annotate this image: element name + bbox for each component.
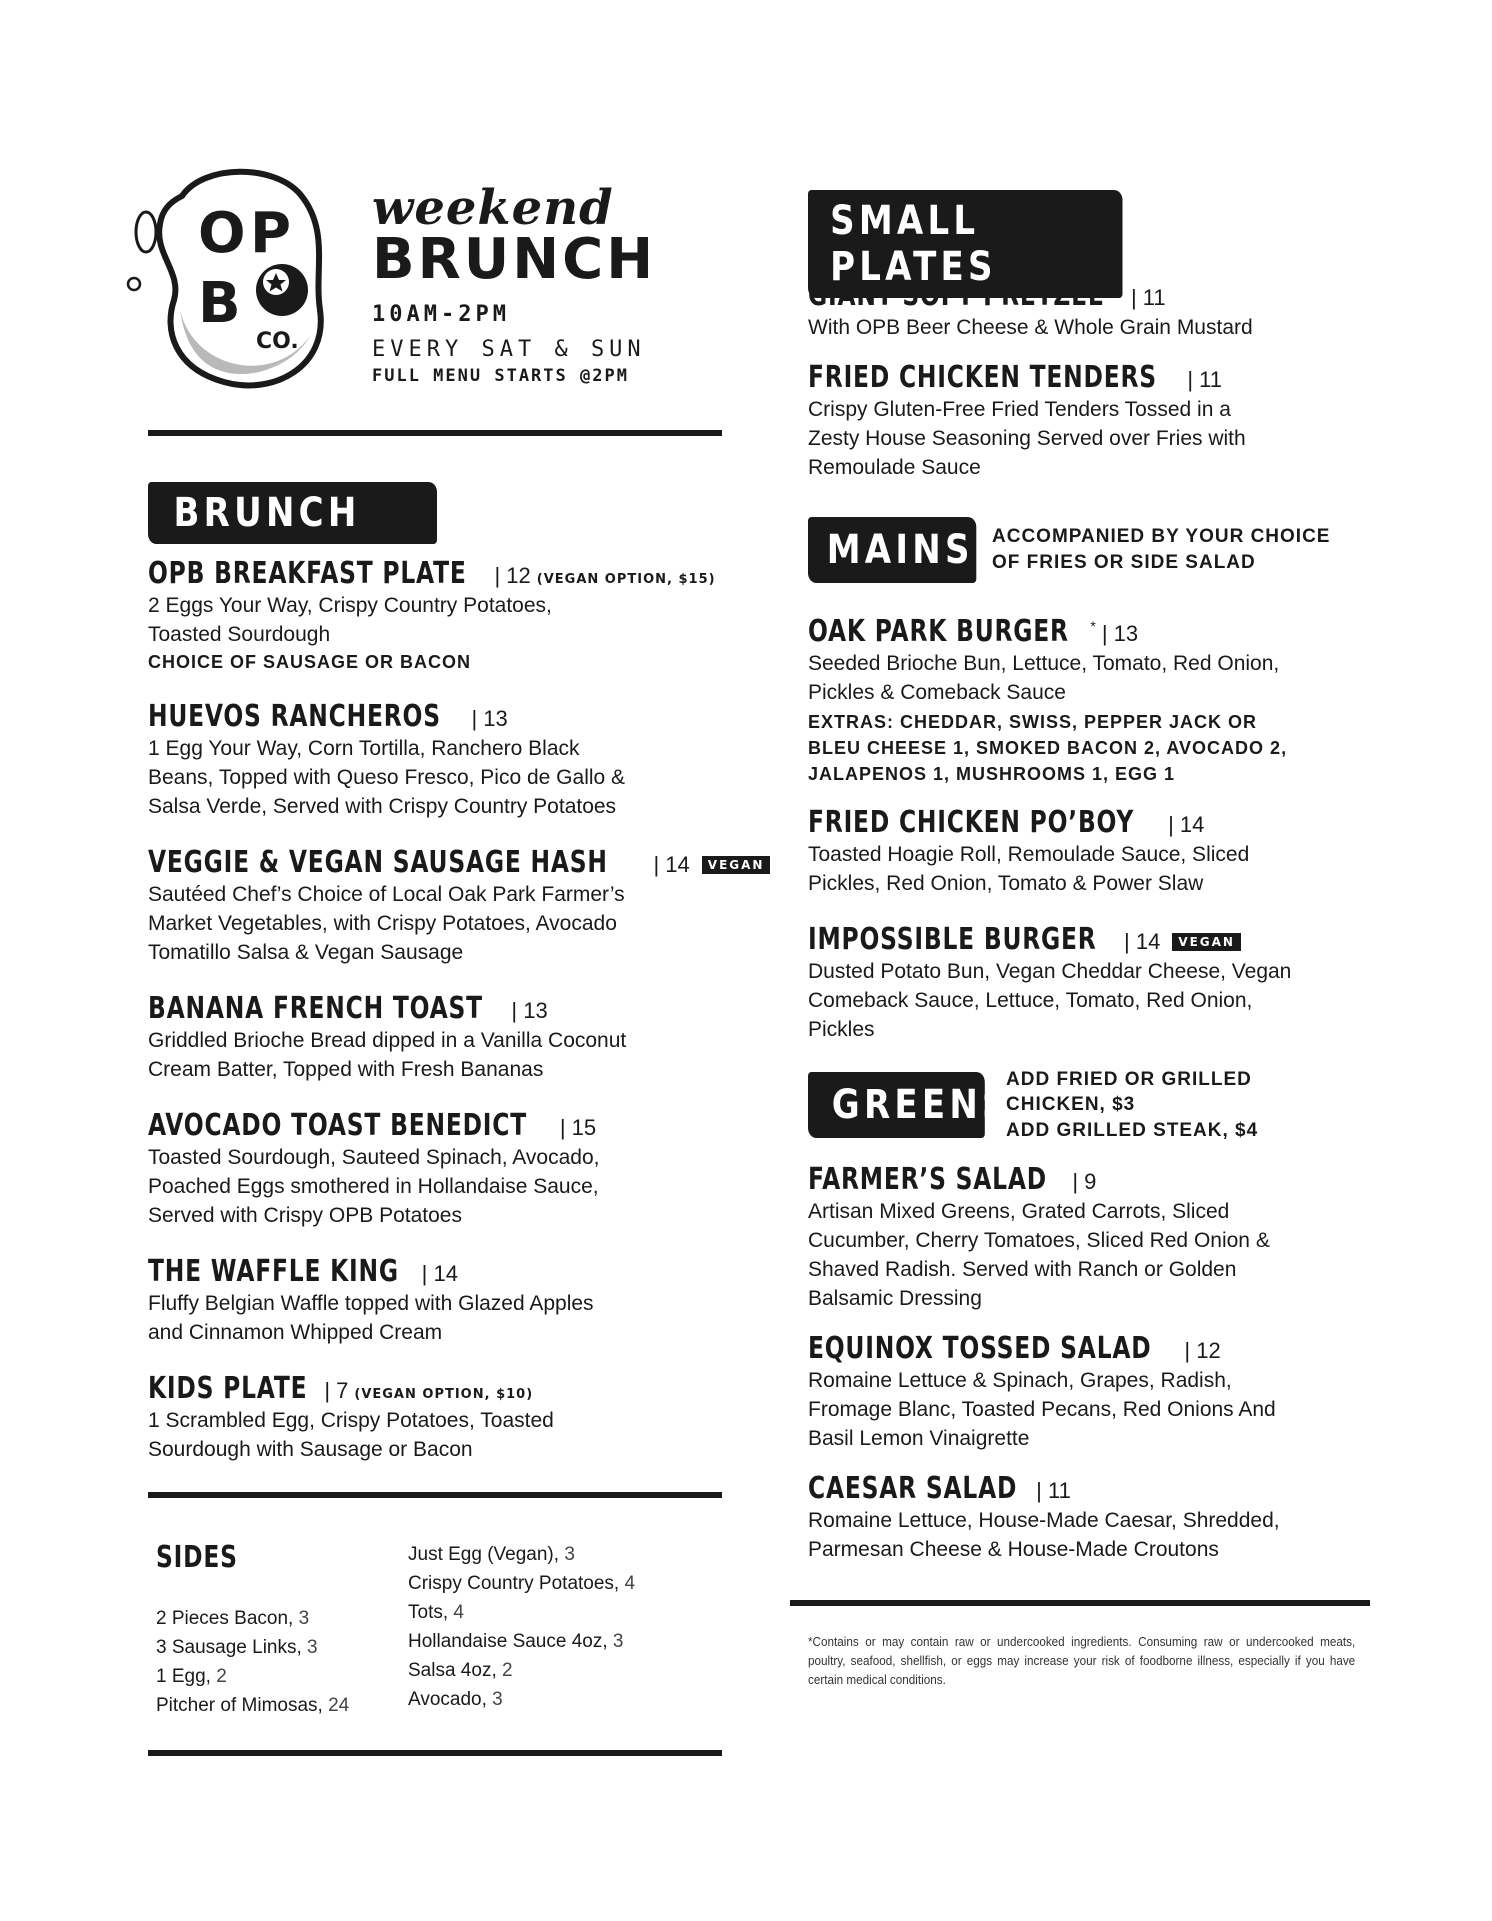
small-plates-section-title: SMALL PLATES	[808, 190, 1123, 298]
item-star: *	[1090, 618, 1096, 634]
item-name: KIDS PLATE	[148, 1371, 308, 1406]
greens-header	[808, 1068, 1368, 1142]
item-desc-line: Fluffy Belgian Waffle topped with Glazed Apples	[148, 1292, 594, 1315]
menu-item	[808, 922, 1368, 1044]
item-name: OAK PARK BURGER	[808, 614, 1069, 649]
item-desc-line: Pickles, Red Onion, Tomato & Power Slaw	[808, 872, 1204, 895]
item-desc-line: Basil Lemon Vinaigrette	[808, 1427, 1030, 1450]
item-extra: EXTRAS: CHEDDAR, SWISS, PEPPER JACK OR	[808, 712, 1258, 732]
item-desc-line: Poached Eggs smothered in Hollandaise Sauce,	[148, 1175, 599, 1198]
item-name: THE WAFFLE KING	[148, 1254, 399, 1289]
item-desc-line: Artisan Mixed Greens, Grated Carrots, Sliced	[808, 1200, 1230, 1223]
item-desc-line: Crispy Gluten-Free Fried Tenders Tossed in a	[808, 398, 1231, 421]
item-desc-line: 2 Eggs Your Way, Crispy Country Potatoes,	[148, 594, 552, 617]
item-price: | 14	[421, 1261, 458, 1286]
side-item: Crispy Country Potatoes, 4	[408, 1573, 636, 1594]
mains-header	[808, 516, 1368, 584]
header-divider	[148, 430, 722, 436]
item-name: FRIED CHICKEN PO’BOY	[808, 805, 1135, 840]
side-item: Avocado, 3	[408, 1689, 503, 1710]
item-desc-line: Seeded Brioche Bun, Lettuce, Tomato, Red Onion,	[808, 652, 1280, 675]
item-name: IMPOSSIBLE BURGER	[808, 922, 1097, 957]
menu-header	[148, 150, 722, 430]
greens-note: ADD FRIED OR GRILLED CHICKEN, $3 ADD GRILLED STEAK, $4	[1006, 1068, 1259, 1141]
menu-item	[148, 699, 722, 821]
item-extra: BLEU CHEESE 1, SMOKED BACON 2, AVOCADO 2,	[808, 738, 1288, 758]
item-price: | 14	[1124, 929, 1161, 954]
opb-logo	[124, 160, 334, 400]
small-plates-items	[808, 278, 1368, 482]
brunch-days: EVERY SAT & SUN	[372, 337, 646, 362]
item-desc-line: Comeback Sauce, Lettuce, Tomato, Red Onion,	[808, 989, 1253, 1012]
menu-item	[808, 278, 1368, 342]
item-desc-line: Romaine Lettuce & Spinach, Grapes, Radish,	[808, 1369, 1232, 1392]
brunch-hours: 10AM-2PM	[372, 302, 510, 327]
item-desc-line: Sourdough with Sausage or Bacon	[148, 1438, 473, 1461]
logo-letter-o: O	[198, 201, 246, 266]
side-item: 3 Sausage Links, 3	[156, 1637, 318, 1658]
item-price: | 13	[511, 998, 548, 1023]
item-price: | 15	[559, 1115, 597, 1140]
item-price: | 9	[1072, 1169, 1097, 1194]
item-extra: CHOICE OF SAUSAGE OR BACON	[148, 652, 472, 672]
side-item: 1 Egg, 2	[156, 1666, 227, 1687]
item-desc-line: Shaved Radish. Served with Ranch or Golden	[808, 1258, 1237, 1281]
item-price-note: (VEGAN OPTION, $15)	[536, 572, 716, 587]
item-desc-line: Toasted Sourdough	[148, 623, 331, 646]
sides-section	[148, 1520, 722, 1750]
brunch-items	[148, 556, 765, 1464]
item-desc-line: Market Vegetables, with Crispy Potatoes, Avocado	[148, 912, 617, 935]
item-desc-line: Balsamic Dressing	[808, 1287, 982, 1310]
title-block	[372, 180, 657, 386]
side-item: Hollandaise Sauce 4oz, 3	[408, 1631, 624, 1652]
sides-right-list	[408, 1540, 635, 1714]
menu-item	[148, 1254, 722, 1347]
full-menu-note: FULL MENU STARTS @2PM	[372, 366, 629, 386]
item-name: HUEVOS RANCHEROS	[148, 699, 441, 734]
item-desc-line: Zesty House Seasoning Served over Fries with	[808, 427, 1246, 450]
item-desc-line: Toasted Sourdough, Sauteed Spinach, Avocado,	[148, 1146, 600, 1169]
menu-item	[808, 360, 1368, 482]
menu-item	[148, 1371, 722, 1464]
item-desc-line: Toasted Hoagie Roll, Remoulade Sauce, Sliced	[808, 843, 1250, 866]
item-desc-line: Griddled Brioche Bread dipped in a Vanilla Coconut	[148, 1029, 627, 1052]
item-desc-line: Served with Crispy OPB Potatoes	[148, 1204, 462, 1227]
item-desc-line: Salsa Verde, Served with Crispy Country Potatoes	[148, 795, 617, 818]
weekend-title: weekend	[372, 180, 614, 236]
brunch-title: BRUNCH	[372, 227, 657, 292]
mains-section-title: MAINS	[808, 517, 976, 583]
item-price: | 13	[1101, 621, 1139, 646]
menu-item	[808, 614, 1368, 787]
item-price: | 11	[1036, 1478, 1071, 1503]
item-extra: JALAPENOS 1, MUSHROOMS 1, EGG 1	[808, 764, 1176, 784]
item-price: | 12	[1184, 1338, 1221, 1363]
side-item: 2 Pieces Bacon, 3	[156, 1608, 310, 1629]
item-desc-line: Cream Batter, Topped with Fresh Bananas	[148, 1058, 544, 1081]
vegan-badge: VEGAN	[702, 856, 771, 874]
item-name: BANANA FRENCH TOAST	[148, 991, 483, 1026]
logo-letter-p: P	[250, 201, 292, 266]
sides-bottom-divider	[148, 1750, 722, 1756]
right-column	[808, 190, 1368, 1689]
left-column	[148, 150, 765, 1756]
side-item: Salsa 4oz, 2	[408, 1660, 513, 1681]
menu-item	[148, 991, 722, 1084]
item-desc-line: Cucumber, Cherry Tomatoes, Sliced Red Onion &	[808, 1229, 1270, 1252]
side-item: Tots, 4	[408, 1602, 464, 1623]
side-item: Just Egg (Vegan), 3	[408, 1544, 575, 1565]
menu-item	[148, 556, 722, 675]
menu-item	[148, 1108, 722, 1230]
item-desc-line: Remoulade Sauce	[808, 456, 981, 479]
mains-note: ACCOMPANIED BY YOUR CHOICE OF FRIES OR SIDE SALAD	[992, 526, 1331, 573]
brunch-section-title: BRUNCH	[148, 482, 437, 544]
item-desc-line: Tomatillo Salsa & Vegan Sausage	[148, 941, 464, 964]
mains-items	[808, 614, 1368, 1044]
item-price: | 11	[1130, 285, 1166, 310]
item-name: FARMER’S SALAD	[808, 1162, 1047, 1197]
footnote-divider	[790, 1600, 1370, 1606]
menu-item	[808, 805, 1368, 898]
menu-item	[148, 845, 765, 967]
footnote: *Contains or may contain raw or undercooked ingredients. Consuming raw or undercooked meats, poultry, seafood, shellfish, or eggs may increase your risk of foodborne illness, especially if you have certain medical conditions.	[808, 1634, 1356, 1687]
menu-item	[808, 1471, 1368, 1564]
item-desc-line: With OPB Beer Cheese & Whole Grain Mustard	[808, 316, 1253, 339]
greens-items	[808, 1162, 1368, 1564]
sides-left-list	[156, 1604, 349, 1720]
item-name: OPB BREAKFAST PLATE	[148, 556, 467, 591]
item-desc-line: Fromage Blanc, Toasted Pecans, Red Onions And	[808, 1398, 1276, 1421]
item-name: GIANT SOFT PRETZEL	[808, 278, 1104, 313]
item-price: | 14	[1168, 812, 1205, 837]
item-desc-line: Dusted Potato Bun, Vegan Cheddar Cheese, Vegan	[808, 960, 1292, 983]
item-price: | 14	[653, 852, 690, 877]
item-price: | 12	[494, 563, 531, 588]
item-name: CAESAR SALAD	[808, 1471, 1018, 1506]
item-desc-line: Beans, Topped with Queso Fresco, Pico de Gallo &	[148, 766, 626, 789]
side-item: Pitcher of Mimosas, 24	[156, 1695, 350, 1716]
item-name: FRIED CHICKEN TENDERS	[808, 360, 1157, 395]
menu-item	[808, 1162, 1368, 1313]
vegan-badge: VEGAN	[1172, 933, 1241, 951]
item-desc-line: Romaine Lettuce, House-Made Caesar, Shredded,	[808, 1509, 1280, 1532]
sides-title: SIDES	[156, 1540, 238, 1575]
item-desc-line: Pickles	[808, 1018, 875, 1041]
item-desc-line: Sautéed Chef’s Choice of Local Oak Park Farmer’s	[148, 883, 625, 906]
item-price-note: (VEGAN OPTION, $10)	[354, 1387, 534, 1402]
item-price: | 13	[471, 706, 508, 731]
sides-top-divider	[148, 1492, 722, 1498]
logo-letter-b: B	[198, 271, 241, 336]
item-desc-line: 1 Scrambled Egg, Crispy Potatoes, Toasted	[148, 1409, 554, 1432]
item-price: | 7	[324, 1378, 349, 1403]
item-name: VEGGIE & VEGAN SAUSAGE HASH	[148, 845, 608, 880]
item-desc-line: Pickles & Comeback Sauce	[808, 681, 1066, 704]
item-desc-line: and Cinnamon Whipped Cream	[148, 1321, 443, 1344]
menu-item	[808, 1331, 1368, 1453]
item-desc-line: 1 Egg Your Way, Corn Tortilla, Ranchero Black	[148, 737, 580, 760]
item-price: | 11	[1187, 367, 1223, 392]
item-name: EQUINOX TOSSED SALAD	[808, 1331, 1152, 1366]
logo-co: CO.	[256, 329, 299, 354]
greens-section-title: GREENS	[808, 1072, 985, 1138]
item-desc-line: Parmesan Cheese & House-Made Croutons	[808, 1538, 1219, 1561]
item-name: AVOCADO TOAST BENEDICT	[148, 1108, 527, 1143]
